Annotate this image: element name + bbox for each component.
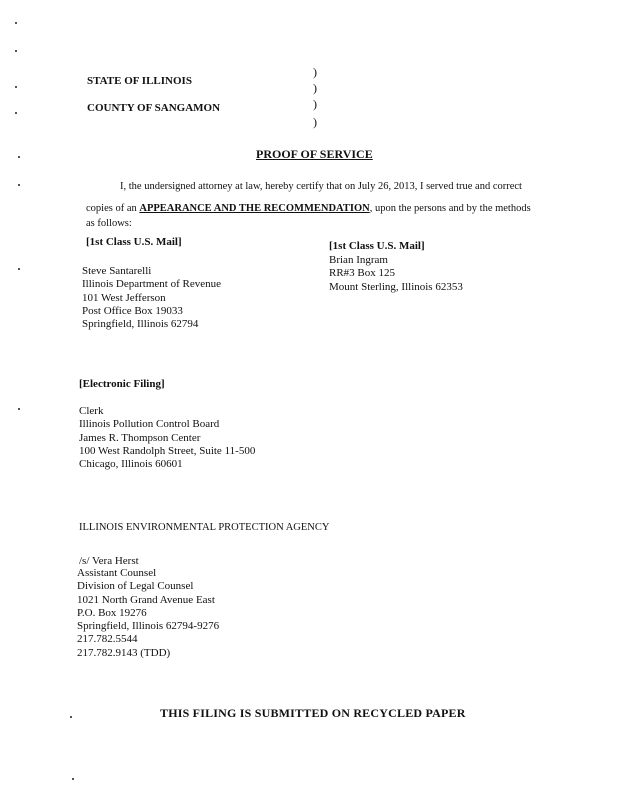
recycled-paper-notice: THIS FILING IS SUBMITTED ON RECYCLED PAPER	[160, 706, 466, 720]
caption-paren: )	[313, 81, 317, 95]
document-title: PROOF OF SERVICE	[256, 147, 373, 161]
served-documents: APPEARANCE AND THE RECOMMENDATION	[139, 203, 370, 214]
scan-speck	[18, 408, 20, 410]
address-line: RR#3 Box 125	[329, 267, 396, 280]
address-line: Steve Santarelli	[82, 265, 152, 277]
signature-line: 1021 North Grand Avenue East	[77, 593, 215, 606]
address-line: Illinois Department of Revenue	[82, 278, 221, 291]
service-method-left: [1st Class U.S. Mail]	[86, 236, 182, 248]
scan-speck	[15, 50, 17, 52]
address-line: James R. Thompson Center	[79, 431, 201, 444]
address-line: Springfield, Illinois 62794	[82, 318, 199, 331]
intro-line-2	[86, 203, 531, 215]
state-caption: STATE OF ILLINOIS	[87, 75, 192, 87]
address-line: 100 West Randolph Street, Suite 11-500	[79, 444, 256, 457]
intro-text: copies of an	[86, 203, 140, 214]
service-method-right: [1st Class U.S. Mail]	[329, 240, 425, 252]
agency-name: ILLINOIS ENVIRONMENTAL PROTECTION AGENCY	[79, 522, 330, 533]
signature-line: Division of Legal Counsel	[77, 580, 194, 593]
caption-paren: )	[313, 65, 317, 79]
intro-line-1: I, the undersigned attorney at law, hereby certify that on July 26, 2013, I served true and correct	[120, 181, 522, 192]
service-method-electronic: [Electronic Filing]	[79, 378, 165, 390]
scan-speck	[18, 156, 20, 158]
signature-line: 217.782.5544	[77, 633, 138, 646]
caption-paren: )	[313, 115, 317, 129]
county-caption: COUNTY OF SANGAMON	[87, 102, 221, 114]
signature-line: Springfield, Illinois 62794-9276	[77, 620, 220, 633]
caption-paren: )	[313, 97, 317, 111]
address-line: Brian Ingram	[329, 254, 388, 266]
signature-line: 217.782.9143 (TDD)	[77, 646, 171, 659]
intro-line-3: as follows:	[86, 218, 132, 229]
scan-speck	[15, 22, 17, 24]
signature-line: P.O. Box 19276	[77, 606, 147, 619]
signature-block	[77, 567, 219, 660]
address-line: Mount Sterling, Illinois 62353	[329, 280, 463, 293]
scan-speck	[15, 86, 17, 88]
signature: /s/ Vera Herst	[79, 555, 139, 567]
address-line: Post Office Box 19033	[82, 304, 183, 317]
recipient-address-left	[82, 265, 221, 331]
scan-speck	[70, 716, 72, 718]
recipient-address-electronic	[79, 405, 255, 471]
address-line: Clerk	[79, 405, 104, 417]
scan-speck	[18, 184, 20, 186]
scan-speck	[18, 268, 20, 270]
address-line: Illinois Pollution Control Board	[79, 418, 220, 431]
recipient-address-right	[329, 254, 463, 294]
address-line: Chicago, Illinois 60601	[79, 458, 183, 471]
signature-line: Assistant Counsel	[77, 567, 157, 579]
scan-speck	[15, 112, 17, 114]
address-line: 101 West Jefferson	[82, 291, 166, 304]
scan-speck	[72, 778, 74, 780]
intro-text: , upon the persons and by the methods	[369, 203, 531, 214]
